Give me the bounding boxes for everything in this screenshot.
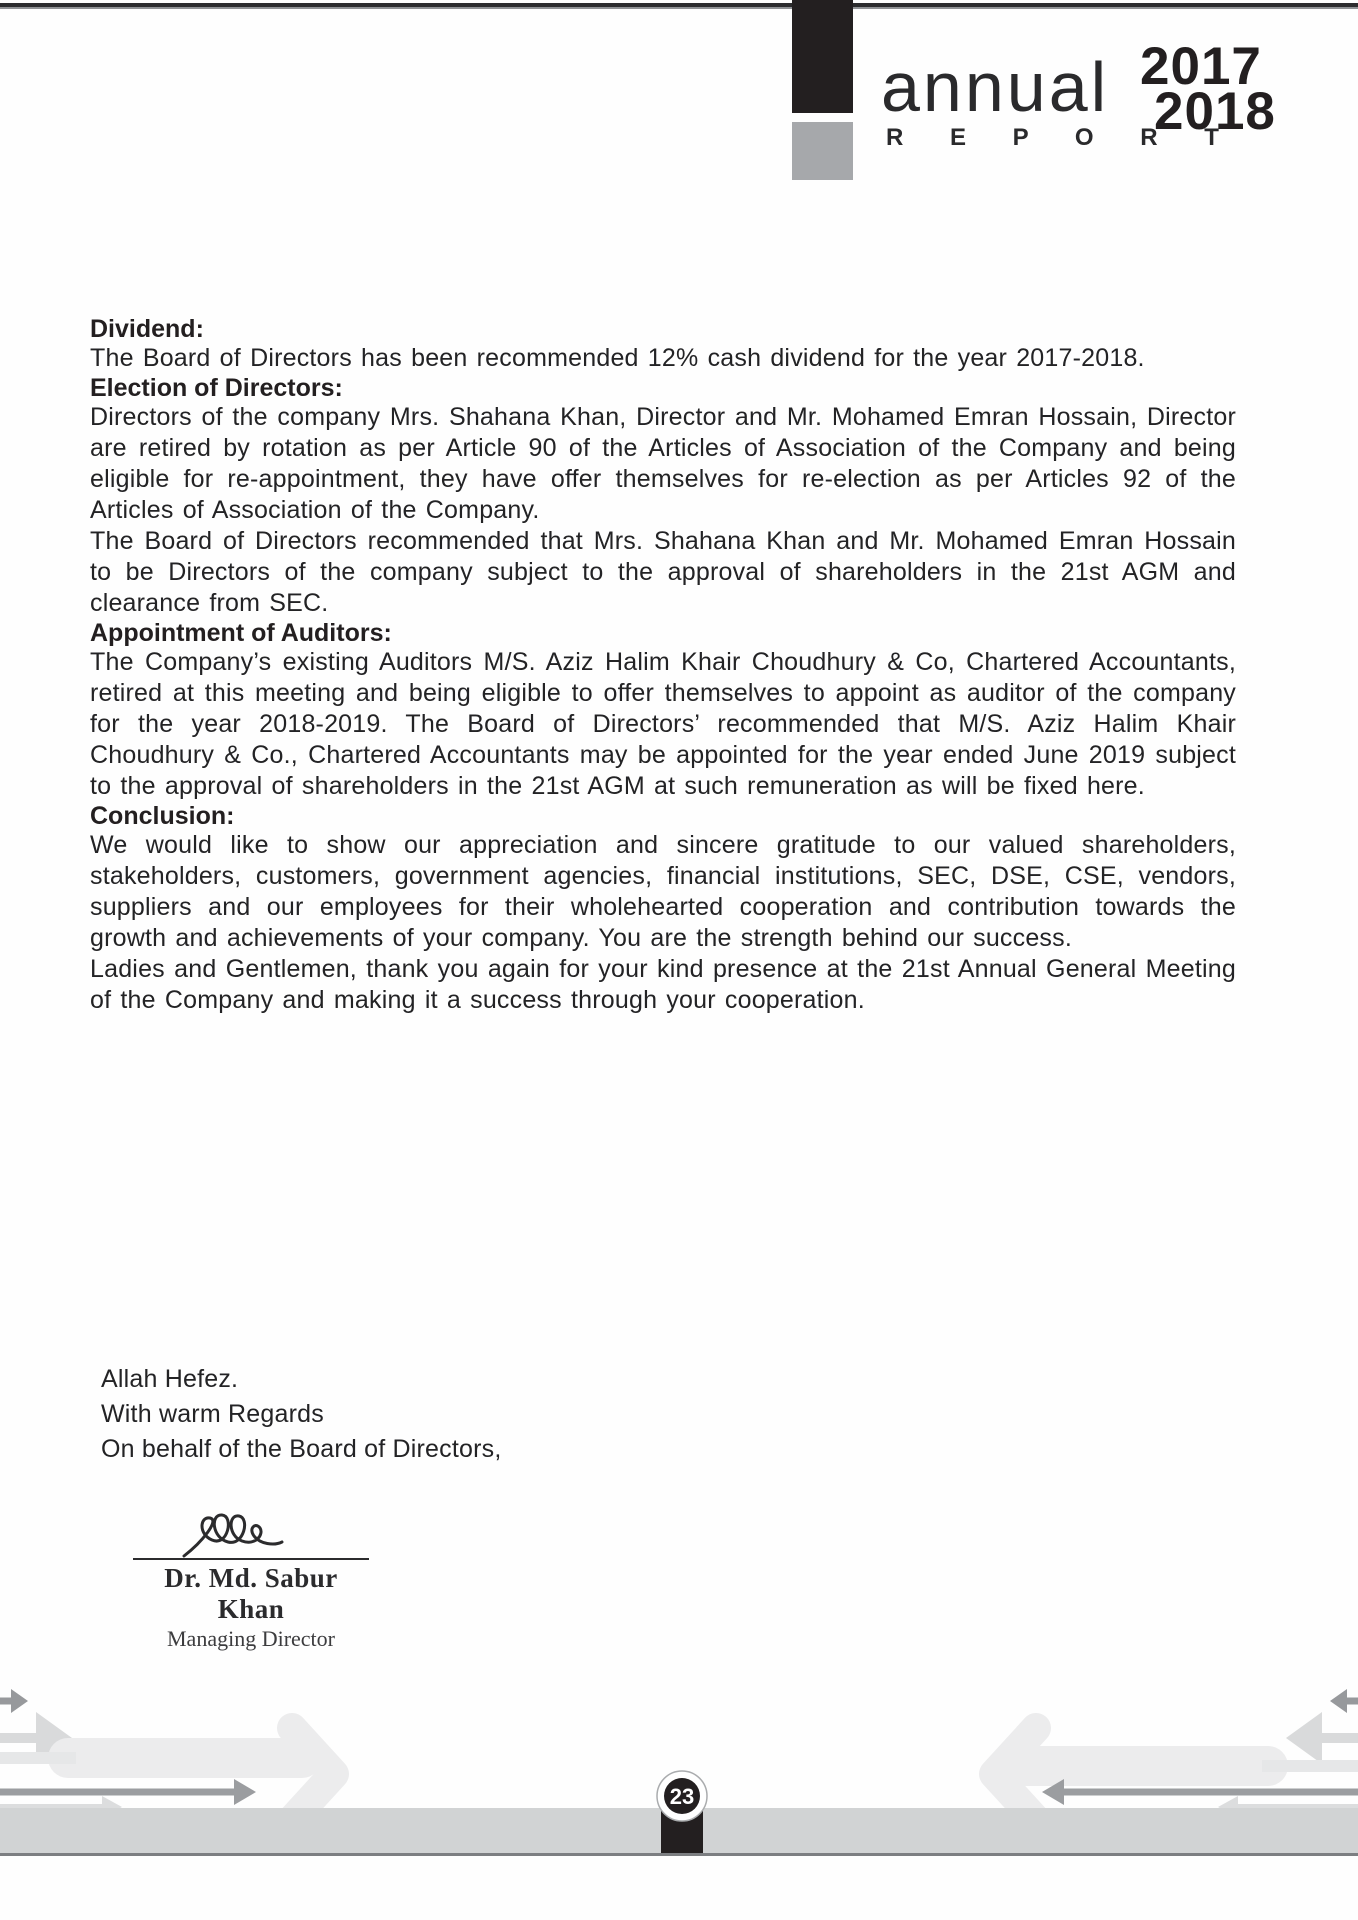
paragraph-conclusion-1: We would like to show our appreciation and sincere gratitude to our valued shareholders, stakeholders, customers, government agencies, financial institutions, SEC, DSE, CSE, vendors, suppliers and our employees for their wholehearted cooperation and contribution towards the growth and achievements of your company. You are the strength behind our success. — [90, 831, 1236, 952]
top-rule-shadow — [0, 7, 1358, 9]
signature-rule — [133, 1558, 369, 1560]
heading-dividend: Dividend: — [90, 315, 204, 343]
logo-report: R E P O R T — [886, 124, 1239, 151]
paragraph-dividend: The Board of Directors has been recommended 12% cash dividend for the year 2017-2018. — [90, 344, 1145, 372]
closing-line-1: Allah Hefez. — [101, 1365, 239, 1393]
heading-conclusion: Conclusion: — [90, 802, 235, 830]
paragraph-election-2: The Board of Directors recommended that Mrs. Shahana Khan and Mr. Mohamed Emran Hossain to be Directors of the company subject to the approval of shareholders in the 21st AGM and clearance from SEC. — [90, 527, 1236, 617]
footer-arrows-right — [994, 1689, 1358, 1820]
logo-annual: annual — [881, 48, 1110, 126]
paragraph-election-1: Directors of the company Mrs. Shahana Khan, Director and Mr. Mohamed Emran Hossain, Director are retired by rotation as per Article 90 of the Articles of Association of the Company and being eligible for re-appointment, they have offer themselves for re-election as per Articles 92 of the Articles of Association of the Company. — [90, 403, 1236, 524]
footer-arrows-graphic — [0, 1680, 1358, 1880]
body-text — [90, 315, 1236, 1016]
closing-line-2: With warm Regards — [101, 1400, 324, 1428]
paragraph-auditors: The Company’s existing Auditors M/S. Aziz Halim Khair Choudhury & Co, Chartered Accountants, retired at this meeting and being eligible to offer themselves to appoint as auditor of the company for the year 2018-2019. The Board of Directors’ recommended that M/S. Aziz Halim Khair Choudhury & Co., Chartered Accountants may be appointed for the year ended June 2019 subject to the approval of shareholders in the 21st AGM at such remuneration as will be fixed here. — [90, 648, 1236, 800]
logo-year-top: 2017 — [1140, 37, 1262, 96]
heading-election: Election of Directors: — [90, 374, 343, 402]
signature-block — [133, 1512, 369, 1652]
signatory-name: Dr. Md. Sabur Khan — [164, 1563, 338, 1624]
paragraph-conclusion-2: Ladies and Gentlemen, thank you again for your kind presence at the 21st Annual General Meeting of the Company and making it a success through your cooperation. — [90, 955, 1236, 1014]
header-black-bar — [792, 0, 853, 113]
heading-auditors: Appointment of Auditors: — [90, 619, 392, 647]
footer-arrows-left — [0, 1689, 334, 1820]
footer-band-rule — [0, 1853, 1358, 1856]
closing-line-3: On behalf of the Board of Directors, — [101, 1435, 502, 1463]
logo-years — [1140, 37, 1276, 141]
header-gray-square — [792, 122, 853, 180]
closing-block — [101, 1362, 501, 1467]
page-number-badge — [657, 1771, 707, 1821]
signatory-title: Managing Director — [167, 1626, 335, 1651]
signature-scribble — [176, 1512, 326, 1562]
page-number: 23 — [669, 1784, 695, 1809]
logo-year-bottom: 2018 — [1154, 82, 1276, 141]
